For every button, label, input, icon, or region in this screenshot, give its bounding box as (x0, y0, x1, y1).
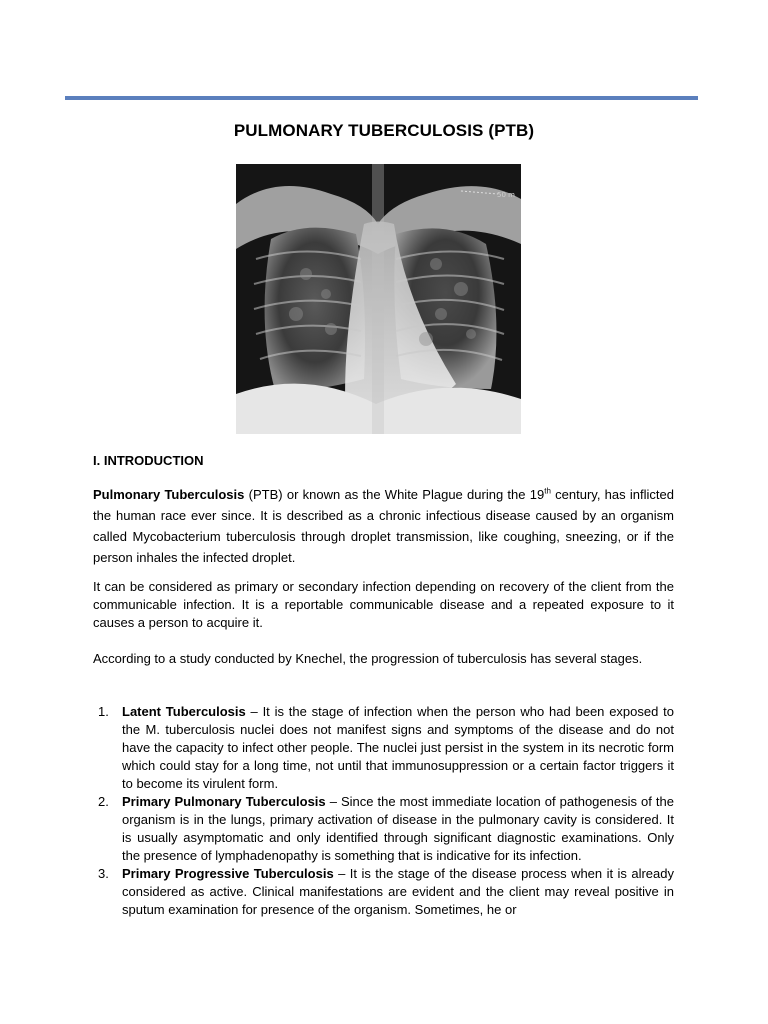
list-item (93, 865, 674, 919)
stage-title: Primary Pulmonary Tuberculosis (122, 794, 326, 809)
list-number: 2. (98, 794, 109, 809)
stage-text: – It is the stage of infection when the person who had been exposed to the M. tuberculosis nuclei does not manifest signs and symptoms of the disease and do not have the capacity to infect other people. The nuclei just persist in the system in its necrotic form which could stay for a long time, not until that immunosuppression or a certain factor triggers it to become its virulent form. (122, 704, 674, 791)
paragraph-text: (PTB) or known as the White Plague during the 19 (244, 487, 545, 502)
intro-paragraph-3: According to a study conducted by Knechel, the progression of tuberculosis has several stages. (93, 651, 643, 666)
chest-xray-graphic (236, 164, 521, 434)
stage-title: Latent Tuberculosis (122, 704, 246, 719)
xray-scale-marker: 50 m (497, 191, 515, 199)
stage-title: Primary Progressive Tuberculosis (122, 866, 334, 881)
page-title: PULMONARY TUBERCULOSIS (PTB) (233, 121, 535, 140)
section-heading: I. INTRODUCTION (93, 453, 204, 468)
list-item (93, 793, 674, 865)
intro-paragraph-2: It can be considered as primary or secondary infection depending on recovery of the client from the communicable infection. It is a reportable communicable disease and a repeated exposure to it causes a person to acquire it. (93, 579, 674, 630)
chest-xray-image (236, 164, 521, 434)
term-pulmonary-tuberculosis: Pulmonary Tuberculosis (93, 487, 245, 502)
list-item (93, 703, 674, 793)
stages-list (93, 703, 674, 919)
list-number: 1. (98, 704, 109, 719)
paragraph-text: century, has inflicted the human race ever since. It is described as a chronic infectious disease caused by an organism called Mycobacterium tuberculosis through droplet transmission, like coughing, sneezing, or if the person inhales the infected droplet. (93, 487, 674, 565)
list-number: 3. (98, 866, 109, 881)
stage-text: – Since the most immediate location of pathogenesis of the organism is in the lungs, primary activation of disease in the pulmonary cavity is considered. It is usually asymptomatic and only identified through significant diagnostic examinations. Only the presence of lymphadenopathy is something that is indicative for its infection. (122, 794, 674, 863)
superscript-th: th (544, 486, 551, 496)
stage-text: – It is the stage of the disease process when it is already considered as active. Clinical manifestations are evident and the client may reveal positive in sputum examination for presence of the organism. Sometimes, he or (122, 866, 674, 917)
header-rule (65, 96, 698, 100)
intro-paragraph-1 (93, 484, 674, 568)
